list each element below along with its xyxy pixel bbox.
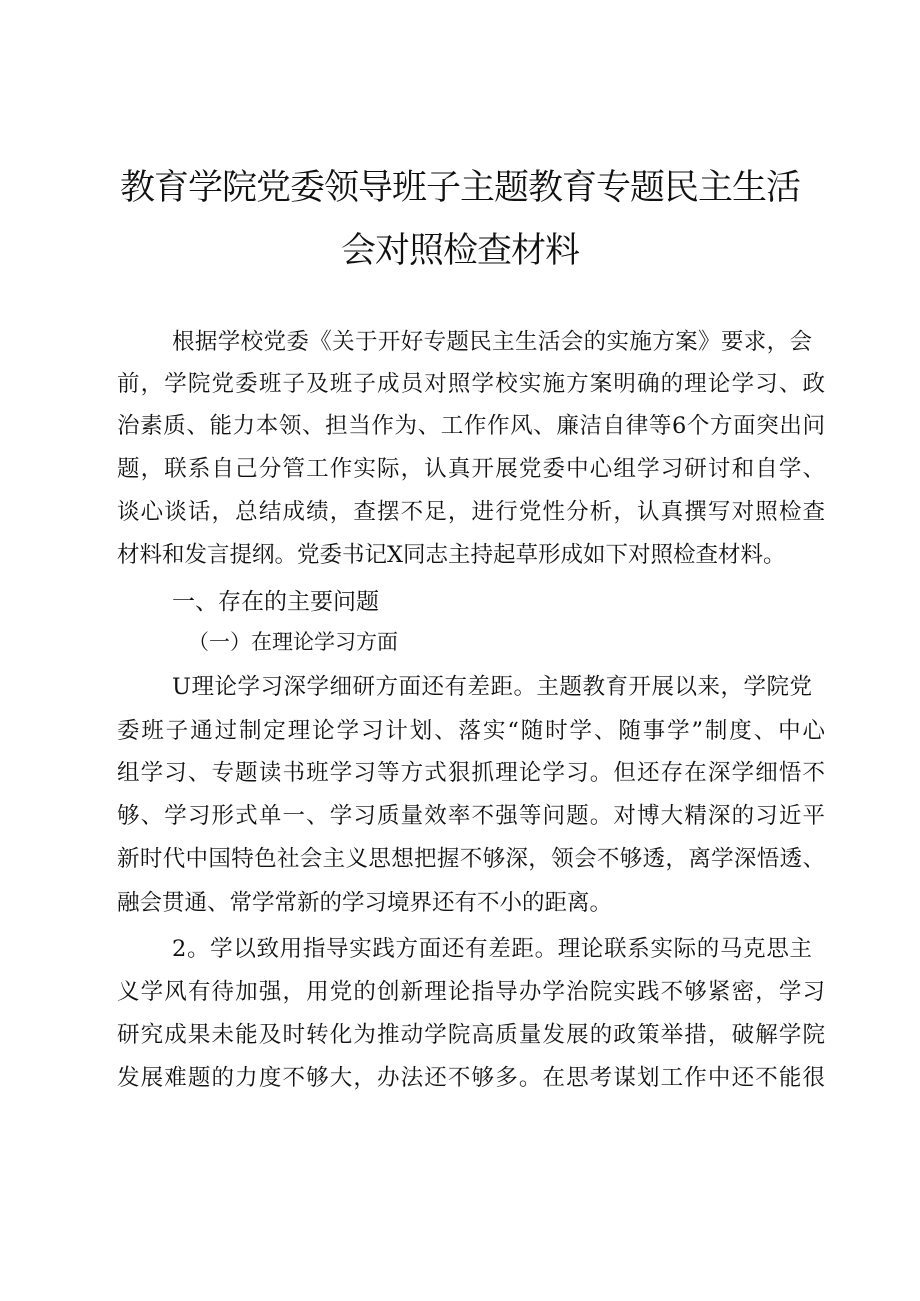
section-heading: 一、存在的主要问题 — [172, 589, 379, 615]
subsection-heading: （一）在理论学习方面 — [188, 630, 398, 654]
intro-paragraph-line: 谈心谈话，总结成绩，查摆不足，进行党性分析，认真撰写对照检查 — [117, 499, 825, 525]
item1-paragraph-line: 够、学习形式单一、学习质量效率不强等问题。对博大精深的习近平 — [117, 803, 825, 829]
document-title-line-2: 会对照检查材料 — [340, 231, 579, 271]
intro-paragraph-line: 题，联系自己分管工作实际，认真开展党委中心组学习研讨和自学、 — [117, 456, 825, 482]
intro-paragraph-line: 治素质、能力本领、担当作为、工作作风、廉洁自律等6个方面突出问 — [117, 413, 825, 439]
item2-paragraph-line: 发展难题的力度不够大，办法还不够多。在思考谋划工作中还不能很 — [117, 1065, 825, 1091]
intro-paragraph-line: 根据学校党委《关于开好专题民主生活会的实施方案》要求，会 — [172, 329, 812, 355]
item1-paragraph-line: 组学习、专题读书班学习等方式狠抓理论学习。但还存在深学细悟不 — [117, 760, 825, 786]
intro-paragraph-line: 材料和发言提纲。党委书记X同志主持起草形成如下对照检查材料。 — [117, 542, 786, 568]
item2-paragraph-line: 研究成果未能及时转化为推动学院高质量发展的政策举措，破解学院 — [117, 1022, 825, 1048]
item1-paragraph-line: 融会贯通、常学常新的学习境界还有不小的距离。 — [117, 890, 613, 916]
intro-paragraph-line: 前，学院党委班子及班子成员对照学校实施方案明确的理论学习、政 — [117, 371, 825, 397]
item2-paragraph-line: 义学风有待加强，用党的创新理论指导办学治院实践不够紧密，学习 — [117, 979, 825, 1005]
item2-paragraph-line: 2。学以致用指导实践方面还有差距。理论联系实际的马克思主 — [172, 936, 812, 962]
item1-paragraph-line: U理论学习深学细研方面还有差距。主题教育开展以来，学院党 — [172, 674, 812, 700]
item1-paragraph-line: 新时代中国特色社会主义思想把握不够深，领会不够透，离学深悟透、 — [117, 846, 825, 872]
item1-paragraph-line: 委班子通过制定理论学习计划、落实“随时学、随事学”制度、中心 — [117, 718, 825, 744]
document-title-line-1: 教育学院党委领导班子主题教育专题民主生活 — [119, 168, 800, 208]
